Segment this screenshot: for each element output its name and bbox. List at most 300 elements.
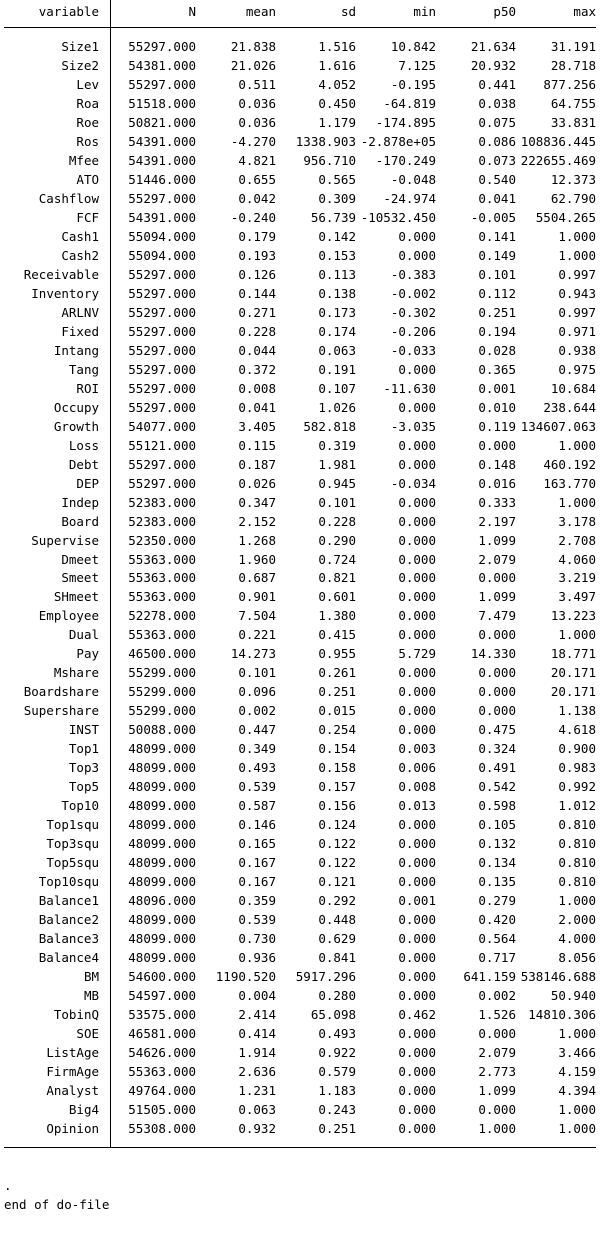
stat-min: 0.000	[398, 912, 436, 928]
variable-name: Pay	[76, 646, 99, 662]
stat-min: 0.000	[398, 969, 436, 984]
stat-n: 54391.000	[128, 152, 196, 168]
stat-max: 0.810	[558, 817, 596, 833]
stat-p50: -0.005	[470, 209, 516, 225]
variable-name: Tang	[68, 361, 99, 377]
stat-n: 53575.000	[128, 1007, 196, 1022]
stat-max: 1.000	[558, 1101, 596, 1117]
variable-name: Lev	[76, 77, 99, 92]
stat-min: 7.125	[398, 58, 436, 73]
stat-min: 0.000	[398, 361, 436, 377]
stat-mean: 2.414	[238, 1007, 276, 1022]
variable-name: Opinion	[46, 1120, 99, 1136]
stat-mean: 14.273	[230, 646, 276, 662]
stat-sd: 4.052	[318, 77, 356, 92]
stat-p50: 0.000	[478, 684, 516, 700]
stat-p50: 0.028	[478, 342, 516, 358]
stat-max: 4.618	[558, 722, 596, 738]
stat-mean: 2.636	[238, 1063, 276, 1079]
stat-sd: 0.629	[318, 931, 356, 947]
stat-sd: 0.107	[318, 380, 356, 396]
stat-p50: 0.134	[478, 855, 516, 871]
column-header-p50: p50	[493, 4, 516, 19]
stat-sd: 0.122	[318, 836, 356, 852]
stat-max: 0.938	[558, 342, 596, 358]
stat-min: 0.000	[398, 817, 436, 833]
variable-name: ROI	[76, 380, 99, 396]
stat-mean: 0.347	[238, 494, 276, 510]
variable-name: Top10squ	[38, 874, 99, 890]
stat-max: 28.718	[550, 58, 596, 73]
stat-p50: 1.526	[478, 1007, 516, 1022]
stat-max: 10.684	[550, 380, 596, 396]
stat-mean: 0.221	[238, 627, 276, 643]
stat-max: 31.191	[550, 39, 596, 54]
stat-n: 55297.000	[128, 456, 196, 472]
stat-mean: 0.165	[238, 836, 276, 852]
stat-sd: 1.179	[318, 114, 356, 130]
stat-max: 877.256	[543, 77, 596, 92]
stat-n: 54600.000	[128, 969, 196, 984]
stat-mean: 0.096	[238, 684, 276, 700]
stat-n: 52350.000	[128, 532, 196, 548]
stat-mean: 0.041	[238, 399, 276, 415]
variable-name: Top3squ	[46, 836, 99, 852]
stat-mean: 0.036	[238, 114, 276, 130]
stat-min: -0.302	[390, 304, 436, 320]
stat-min: 0.000	[398, 247, 436, 263]
stat-n: 55299.000	[128, 665, 196, 681]
stat-p50: 0.491	[478, 760, 516, 776]
stat-p50: 0.112	[478, 285, 516, 301]
stat-n: 55299.000	[128, 684, 196, 700]
variable-name: Debt	[68, 456, 99, 472]
stat-n: 55363.000	[128, 627, 196, 643]
variable-name: Occupy	[53, 399, 99, 415]
stat-max: 62.790	[550, 190, 596, 206]
variable-name: Board	[61, 513, 99, 529]
stat-p50: 0.000	[478, 570, 516, 586]
stat-min: 0.003	[398, 741, 436, 757]
stat-mean: 0.044	[238, 342, 276, 358]
variable-name: Balance2	[38, 912, 99, 928]
stat-n: 48099.000	[128, 874, 196, 890]
stat-n: 55363.000	[128, 551, 196, 567]
stat-p50: 0.000	[478, 627, 516, 643]
stat-sd: 0.724	[318, 551, 356, 567]
stat-max: 0.810	[558, 836, 596, 852]
stat-mean: 21.838	[230, 39, 276, 54]
stat-sd: 0.228	[318, 513, 356, 529]
stat-mean: 0.493	[238, 760, 276, 776]
stat-n: 48099.000	[128, 760, 196, 776]
stat-max: 12.373	[550, 171, 596, 187]
stat-max: 222655.469	[520, 152, 596, 168]
stat-max: 0.810	[558, 855, 596, 871]
stat-sd: 1.183	[318, 1082, 356, 1098]
stat-mean: 0.115	[238, 437, 276, 453]
stat-n: 55297.000	[128, 323, 196, 339]
stat-p50: 0.540	[478, 171, 516, 187]
stat-max: 0.975	[558, 361, 596, 377]
stat-max: 108836.445	[520, 133, 596, 149]
stat-max: 1.000	[558, 627, 596, 643]
stat-n: 55297.000	[128, 399, 196, 415]
variable-name: Employee	[38, 608, 99, 624]
stat-min: -0.033	[390, 342, 436, 358]
variable-name: Cash1	[61, 228, 99, 244]
stat-p50: 21.634	[470, 39, 516, 54]
stat-max: 3.497	[558, 589, 596, 605]
stat-sd: 0.158	[318, 760, 356, 776]
stat-sd: 1.026	[318, 399, 356, 415]
stat-max: 64.755	[550, 95, 596, 111]
stat-sd: 0.174	[318, 323, 356, 339]
stat-max: 8.056	[558, 950, 596, 965]
stat-sd: 0.243	[318, 1101, 356, 1117]
stat-mean: 0.002	[238, 703, 276, 719]
stat-p50: 0.441	[478, 77, 516, 92]
stat-p50: 0.119	[478, 418, 516, 434]
variable-name: Cashflow	[38, 190, 99, 206]
stat-n: 49764.000	[128, 1082, 196, 1098]
stat-max: 0.997	[558, 304, 596, 320]
stat-max: 3.219	[558, 570, 596, 586]
stat-n: 55297.000	[128, 361, 196, 377]
stat-max: 0.900	[558, 741, 596, 757]
variable-name: MB	[83, 988, 99, 1003]
stat-sd: 0.280	[318, 988, 356, 1003]
column-header-mean: mean	[245, 4, 276, 19]
stat-p50: 0.041	[478, 190, 516, 206]
stat-p50: 0.194	[478, 323, 516, 339]
stat-mean: 0.587	[238, 798, 276, 814]
stat-mean: 0.271	[238, 304, 276, 320]
stat-sd: 65.098	[310, 1007, 356, 1022]
stat-mean: 0.447	[238, 722, 276, 738]
stat-min: 0.000	[398, 1044, 436, 1060]
bottom-rule	[4, 1147, 596, 1148]
stat-p50: 0.251	[478, 304, 516, 320]
stat-min: -0.206	[390, 323, 436, 339]
stat-min: 0.000	[398, 494, 436, 510]
stat-p50: 0.564	[478, 931, 516, 947]
variable-name: Roa	[76, 95, 99, 111]
stat-p50: 641.159	[463, 969, 516, 984]
variable-name: Indep	[61, 494, 99, 510]
column-divider	[110, 0, 111, 1147]
variable-name: Big4	[68, 1101, 99, 1117]
variable-name: Top1	[68, 741, 99, 757]
variable-name: FirmAge	[46, 1063, 99, 1079]
stat-n: 55299.000	[128, 703, 196, 719]
stat-sd: 0.101	[318, 494, 356, 510]
stat-p50: 14.330	[470, 646, 516, 662]
stat-n: 55363.000	[128, 589, 196, 605]
stat-n: 48099.000	[128, 741, 196, 757]
stat-mean: 0.144	[238, 285, 276, 301]
stat-mean: 1190.520	[215, 969, 276, 984]
variable-name: SHmeet	[53, 589, 99, 605]
variable-name: Balance3	[38, 931, 99, 947]
stat-sd: 0.124	[318, 817, 356, 833]
stat-p50: 1.099	[478, 532, 516, 548]
variable-name: Top10	[61, 798, 99, 814]
stat-mean: 0.004	[238, 988, 276, 1003]
stat-min: 0.008	[398, 779, 436, 795]
stat-sd: 0.261	[318, 665, 356, 681]
variable-name: Intang	[53, 342, 99, 358]
stat-min: 0.000	[398, 399, 436, 415]
stat-mean: 21.026	[230, 58, 276, 73]
stat-mean: 0.228	[238, 323, 276, 339]
stat-min: 0.000	[398, 437, 436, 453]
stat-min: 0.000	[398, 570, 436, 586]
stat-mean: 0.167	[238, 855, 276, 871]
variable-name: Fixed	[61, 323, 99, 339]
stat-min: -0.195	[390, 77, 436, 92]
stat-mean: 0.655	[238, 171, 276, 187]
stat-sd: 0.254	[318, 722, 356, 738]
stat-mean: 0.730	[238, 931, 276, 947]
variable-name: Top5	[68, 779, 99, 795]
stat-p50: 0.000	[478, 1026, 516, 1041]
stat-mean: 4.821	[238, 152, 276, 168]
stat-p50: 0.141	[478, 228, 516, 244]
stat-sd: 0.153	[318, 247, 356, 263]
stat-max: 2.000	[558, 912, 596, 928]
stat-max: 4.159	[558, 1063, 596, 1079]
stat-n: 54077.000	[128, 418, 196, 434]
variable-name: Boardshare	[23, 684, 99, 700]
stat-min: 0.000	[398, 931, 436, 947]
stat-max: 134607.063	[520, 418, 596, 434]
variable-name: ATO	[76, 171, 99, 187]
stat-max: 0.983	[558, 760, 596, 776]
variable-name: Mshare	[53, 665, 99, 681]
stat-n: 48099.000	[128, 836, 196, 852]
stat-max: 14810.306	[528, 1007, 596, 1022]
stat-min: -11.630	[383, 380, 436, 396]
stat-max: 18.771	[550, 646, 596, 662]
variable-name: Cash2	[61, 247, 99, 263]
stat-min: 0.013	[398, 798, 436, 814]
stat-p50: 1.099	[478, 1082, 516, 1098]
stat-n: 55094.000	[128, 247, 196, 263]
stat-n: 55297.000	[128, 190, 196, 206]
stat-max: 0.997	[558, 266, 596, 282]
stat-p50: 0.105	[478, 817, 516, 833]
stat-p50: 0.475	[478, 722, 516, 738]
stat-n: 55297.000	[128, 475, 196, 491]
stat-n: 55297.000	[128, 266, 196, 282]
stat-sd: 0.955	[318, 646, 356, 662]
stat-n: 55363.000	[128, 570, 196, 586]
stat-n: 55297.000	[128, 304, 196, 320]
stat-mean: 0.511	[238, 77, 276, 92]
header-rule	[4, 27, 596, 28]
stat-min: -2.878e+05	[360, 133, 436, 149]
stat-n: 48099.000	[128, 779, 196, 795]
stat-sd: 0.015	[318, 703, 356, 719]
stat-max: 2.708	[558, 532, 596, 548]
stat-sd: 0.448	[318, 912, 356, 928]
stat-p50: 0.073	[478, 152, 516, 168]
stat-min: -0.383	[390, 266, 436, 282]
stat-min: -24.974	[383, 190, 436, 206]
stat-max: 4.394	[558, 1082, 596, 1098]
variable-name: DEP	[76, 475, 99, 491]
stat-n: 54626.000	[128, 1044, 196, 1060]
stat-p50: 0.016	[478, 475, 516, 491]
stat-sd: 0.601	[318, 589, 356, 605]
stat-min: 0.000	[398, 874, 436, 890]
stat-mean: 0.101	[238, 665, 276, 681]
stat-p50: 0.148	[478, 456, 516, 472]
stat-p50: 20.932	[470, 58, 516, 73]
stat-p50: 1.000	[478, 1120, 516, 1136]
stat-n: 55297.000	[128, 380, 196, 396]
stat-min: 0.000	[398, 836, 436, 852]
stat-mean: 1.268	[238, 532, 276, 548]
stat-max: 5504.265	[535, 209, 596, 225]
stat-mean: 0.026	[238, 475, 276, 491]
stat-p50: 7.479	[478, 608, 516, 624]
stat-min: 0.000	[398, 684, 436, 700]
variable-name: Balance1	[38, 893, 99, 909]
stat-sd: 0.922	[318, 1044, 356, 1060]
variable-name: Inventory	[31, 285, 99, 301]
stat-n: 50821.000	[128, 114, 196, 130]
stat-sd: 0.292	[318, 893, 356, 909]
stat-sd: 0.290	[318, 532, 356, 548]
stat-mean: 0.359	[238, 893, 276, 909]
stat-min: -3.035	[390, 418, 436, 434]
column-header-sd: sd	[340, 4, 356, 19]
stat-max: 1.000	[558, 494, 596, 510]
stat-n: 52278.000	[128, 608, 196, 624]
stat-mean: 1.960	[238, 551, 276, 567]
stat-mean: 0.372	[238, 361, 276, 377]
stat-max: 538146.688	[520, 969, 596, 984]
variable-name: Roe	[76, 114, 99, 130]
stat-n: 48099.000	[128, 817, 196, 833]
stat-n: 51505.000	[128, 1101, 196, 1117]
stat-p50: 0.000	[478, 1101, 516, 1117]
stat-min: 0.000	[398, 228, 436, 244]
stat-n: 52383.000	[128, 494, 196, 510]
stat-max: 3.466	[558, 1044, 596, 1060]
stat-min: 0.001	[398, 893, 436, 909]
stat-sd: 956.710	[303, 152, 356, 168]
stat-sd: 0.157	[318, 779, 356, 795]
variable-name: TobinQ	[53, 1007, 99, 1022]
stat-min: 0.000	[398, 456, 436, 472]
stat-n: 54391.000	[128, 133, 196, 149]
stat-sd: 0.821	[318, 570, 356, 586]
stat-min: 0.000	[398, 551, 436, 567]
stat-sd: 0.579	[318, 1063, 356, 1079]
variable-name: Balance4	[38, 950, 99, 965]
stat-max: 20.171	[550, 665, 596, 681]
variable-name: Receivable	[23, 266, 99, 282]
stat-sd: 0.156	[318, 798, 356, 814]
stat-p50: 0.038	[478, 95, 516, 111]
stat-max: 1.000	[558, 1026, 596, 1041]
stat-n: 46500.000	[128, 646, 196, 662]
stat-sd: 0.142	[318, 228, 356, 244]
stat-p50: 0.002	[478, 988, 516, 1003]
stat-max: 1.000	[558, 893, 596, 909]
stat-n: 48099.000	[128, 798, 196, 814]
stat-sd: 1.380	[318, 608, 356, 624]
stat-p50: 0.086	[478, 133, 516, 149]
stat-n: 48099.000	[128, 855, 196, 871]
stat-min: 0.006	[398, 760, 436, 776]
stat-max: 3.178	[558, 513, 596, 529]
stat-min: 0.000	[398, 608, 436, 624]
stat-sd: 0.319	[318, 437, 356, 453]
stat-max: 33.831	[550, 114, 596, 130]
stat-mean: 0.193	[238, 247, 276, 263]
stat-min: -64.819	[383, 95, 436, 111]
stat-mean: 0.126	[238, 266, 276, 282]
stat-sd: 0.251	[318, 684, 356, 700]
stat-min: 0.000	[398, 627, 436, 643]
stat-max: 1.012	[558, 798, 596, 814]
stat-min: 0.000	[398, 855, 436, 871]
stat-min: 0.000	[398, 703, 436, 719]
variable-name: Ros	[76, 133, 99, 149]
stat-min: -0.048	[390, 171, 436, 187]
stat-mean: 2.152	[238, 513, 276, 529]
stat-sd: 0.945	[318, 475, 356, 491]
end-of-do-file-message: end of do-file	[4, 1197, 110, 1212]
stat-p50: 0.135	[478, 874, 516, 890]
stat-n: 52383.000	[128, 513, 196, 529]
stat-min: 10.842	[390, 39, 436, 54]
stat-mean: 1.914	[238, 1044, 276, 1060]
stat-p50: 0.365	[478, 361, 516, 377]
stat-mean: 1.231	[238, 1082, 276, 1098]
column-header-n: N	[188, 4, 196, 19]
variable-name: Top1squ	[46, 817, 99, 833]
stat-min: 0.000	[398, 1101, 436, 1117]
stat-sd: 0.154	[318, 741, 356, 757]
stat-min: -174.895	[375, 114, 436, 130]
stat-min: 0.000	[398, 988, 436, 1003]
stat-p50: 0.420	[478, 912, 516, 928]
stat-mean: 0.179	[238, 228, 276, 244]
variable-name: Dual	[68, 627, 99, 643]
stat-n: 55297.000	[128, 39, 196, 54]
stat-sd: 0.841	[318, 950, 356, 965]
stat-p50: 2.773	[478, 1063, 516, 1079]
variable-name: BM	[83, 969, 99, 984]
stat-n: 54597.000	[128, 988, 196, 1003]
column-header-variable: variable	[38, 4, 99, 19]
stat-p50: 0.717	[478, 950, 516, 965]
stat-min: 0.000	[398, 722, 436, 738]
stat-n: 55121.000	[128, 437, 196, 453]
stat-sd: 582.818	[303, 418, 356, 434]
stat-max: 1.000	[558, 228, 596, 244]
stat-p50: 0.324	[478, 741, 516, 757]
stat-n: 48099.000	[128, 950, 196, 965]
stat-min: 0.000	[398, 513, 436, 529]
stat-min: -170.249	[375, 152, 436, 168]
variable-name: Growth	[53, 418, 99, 434]
